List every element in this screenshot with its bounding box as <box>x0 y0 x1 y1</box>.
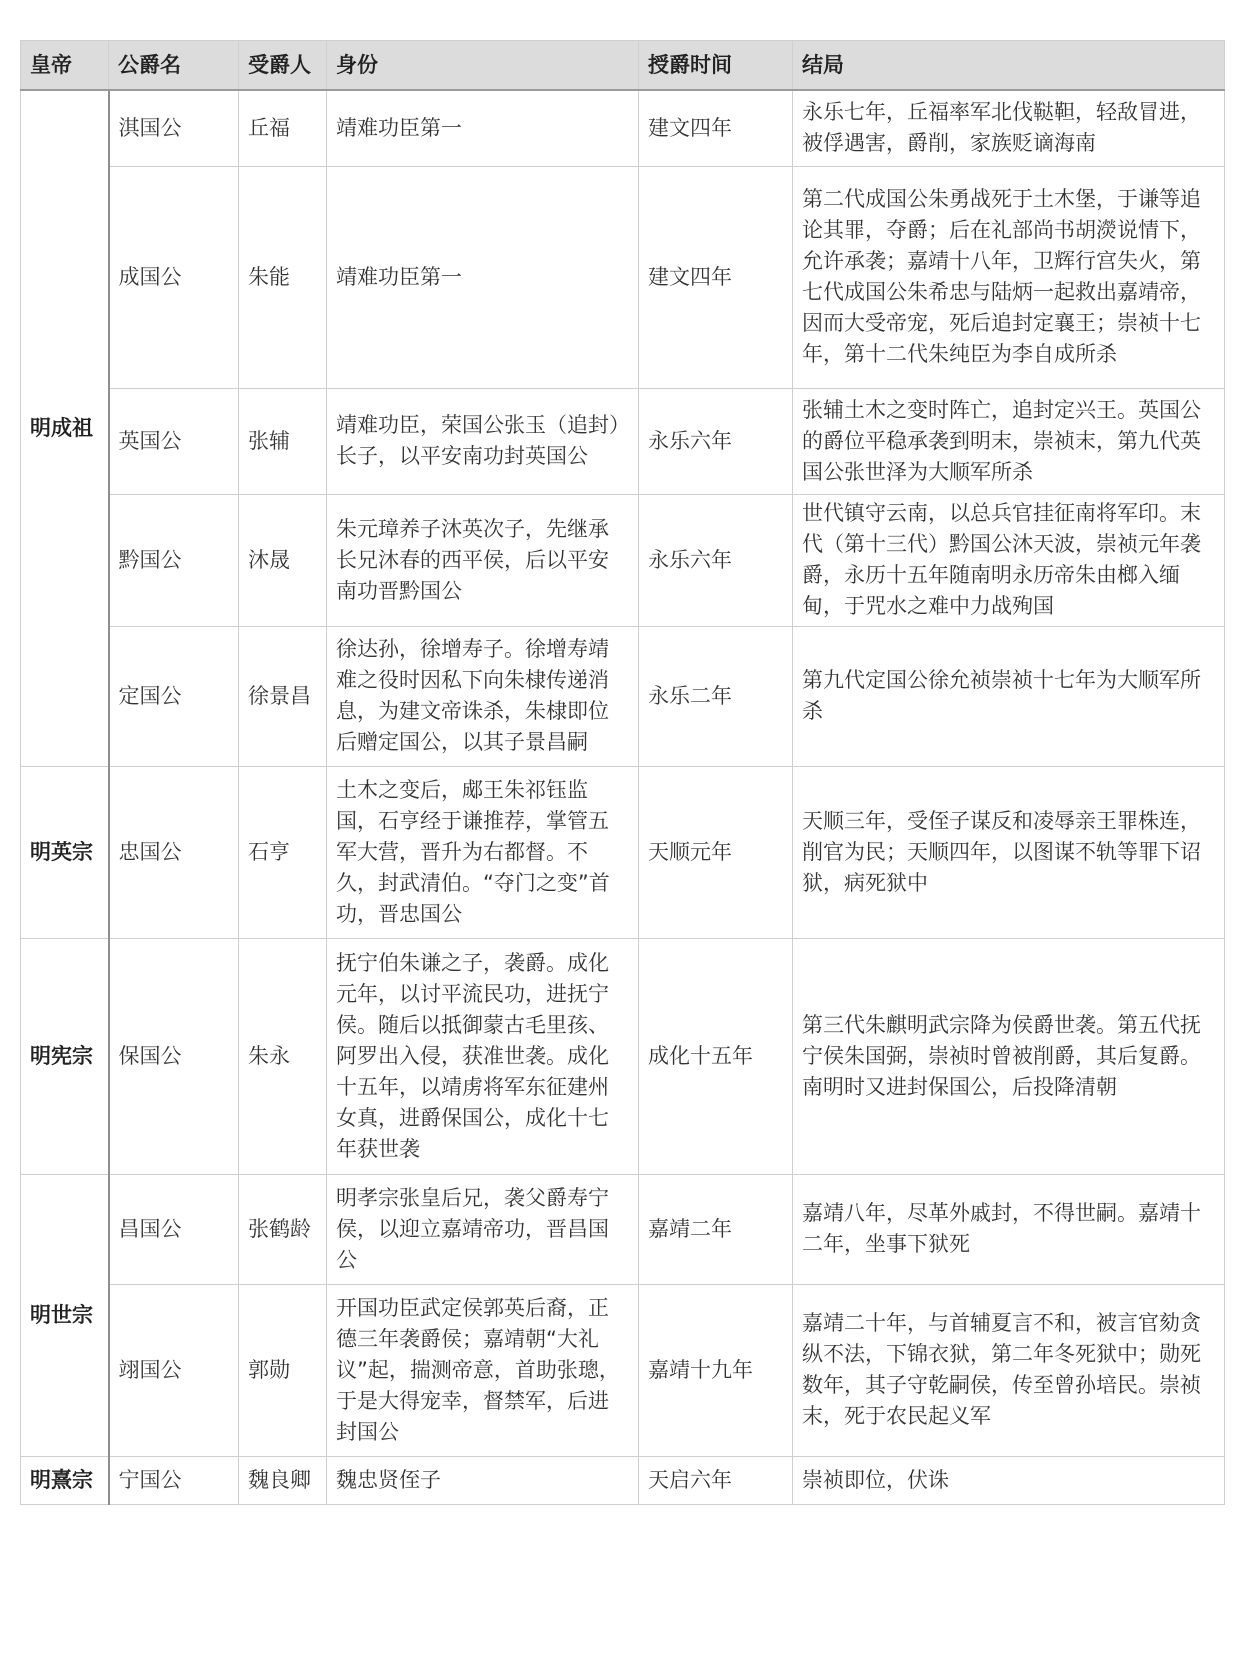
header-row <box>21 41 1225 91</box>
time-cell: 天启六年 <box>639 1456 793 1504</box>
time-cell: 嘉靖十九年 <box>639 1284 793 1456</box>
title-cell: 保国公 <box>109 938 239 1174</box>
identity-cell: 靖难功臣第一 <box>327 90 639 166</box>
dukes-table <box>20 40 1225 1505</box>
identity-cell: 徐达孙，徐增寿子。徐增寿靖难之役时因私下向朱棣传递消息，为建文帝诛杀，朱棣即位后赠定国公，以其子景昌嗣 <box>327 626 639 766</box>
title-cell: 忠国公 <box>109 766 239 938</box>
person-cell: 沐晟 <box>239 494 327 626</box>
person-cell: 郭勋 <box>239 1284 327 1456</box>
table-row <box>21 388 1225 494</box>
time-cell: 建文四年 <box>639 90 793 166</box>
table-row <box>21 626 1225 766</box>
person-cell: 丘福 <box>239 90 327 166</box>
table-row <box>21 166 1225 388</box>
ending-cell: 第三代朱麒明武宗降为侯爵世袭。第五代抚宁侯朱国弼，崇祯时曾被削爵，其后复爵。南明时又进封保国公，后投降清朝 <box>793 938 1225 1174</box>
header-time: 授爵时间 <box>639 41 793 91</box>
table-row <box>21 938 1225 1174</box>
table-row <box>21 90 1225 166</box>
time-cell: 永乐六年 <box>639 494 793 626</box>
person-cell: 石亨 <box>239 766 327 938</box>
ending-cell: 张辅土木之变时阵亡，追封定兴王。英国公的爵位平稳承袭到明末，崇祯末，第九代英国公张世泽为大顺军所杀 <box>793 388 1225 494</box>
title-cell: 定国公 <box>109 626 239 766</box>
header-emperor: 皇帝 <box>21 41 109 91</box>
table-row <box>21 1284 1225 1456</box>
header-title: 公爵名 <box>109 41 239 91</box>
title-cell: 淇国公 <box>109 90 239 166</box>
identity-cell: 明孝宗张皇后兄，袭父爵寿宁侯，以迎立嘉靖帝功，晋昌国公 <box>327 1174 639 1284</box>
header-identity: 身份 <box>327 41 639 91</box>
identity-cell: 靖难功臣第一 <box>327 166 639 388</box>
identity-cell: 开国功臣武定侯郭英后裔，正德三年袭爵侯；嘉靖朝“大礼议”起，揣测帝意，首助张璁，于是大得宠幸，督禁军，后进封国公 <box>327 1284 639 1456</box>
identity-cell: 魏忠贤侄子 <box>327 1456 639 1504</box>
ending-cell: 天顺三年，受侄子谋反和凌辱亲王罪株连，削官为民；天顺四年，以图谋不轨等罪下诏狱，病死狱中 <box>793 766 1225 938</box>
table-row <box>21 494 1225 626</box>
person-cell: 徐景昌 <box>239 626 327 766</box>
identity-cell: 抚宁伯朱谦之子，袭爵。成化元年，以讨平流民功，进抚宁侯。随后以抵御蒙古毛里孩、阿罗出入侵，获准世袭。成化十五年，以靖虏将军东征建州女真，进爵保国公，成化十七年获世袭 <box>327 938 639 1174</box>
emperor-cell: 明熹宗 <box>21 1456 109 1504</box>
title-cell: 宁国公 <box>109 1456 239 1504</box>
table-row <box>21 766 1225 938</box>
person-cell: 张鹤龄 <box>239 1174 327 1284</box>
header-person: 受爵人 <box>239 41 327 91</box>
table-row <box>21 1456 1225 1504</box>
header-ending: 结局 <box>793 41 1225 91</box>
emperor-cell: 明宪宗 <box>21 938 109 1174</box>
time-cell: 建文四年 <box>639 166 793 388</box>
emperor-cell: 明成祖 <box>21 90 109 766</box>
time-cell: 天顺元年 <box>639 766 793 938</box>
title-cell: 翊国公 <box>109 1284 239 1456</box>
title-cell: 黔国公 <box>109 494 239 626</box>
ending-cell: 永乐七年，丘福率军北伐鞑靼，轻敌冒进，被俘遇害，爵削，家族贬谪海南 <box>793 90 1225 166</box>
ending-cell: 嘉靖八年，尽革外戚封，不得世嗣。嘉靖十二年，坐事下狱死 <box>793 1174 1225 1284</box>
table-row <box>21 1174 1225 1284</box>
person-cell: 张辅 <box>239 388 327 494</box>
time-cell: 永乐二年 <box>639 626 793 766</box>
time-cell: 永乐六年 <box>639 388 793 494</box>
time-cell: 成化十五年 <box>639 938 793 1174</box>
person-cell: 朱永 <box>239 938 327 1174</box>
ending-cell: 嘉靖二十年，与首辅夏言不和，被言官劾贪纵不法，下锦衣狱，第二年冬死狱中；勋死数年，其子守乾嗣侯，传至曾孙培民。崇祯末，死于农民起义军 <box>793 1284 1225 1456</box>
identity-cell: 靖难功臣，荣国公张玉（追封）长子，以平安南功封英国公 <box>327 388 639 494</box>
title-cell: 昌国公 <box>109 1174 239 1284</box>
person-cell: 朱能 <box>239 166 327 388</box>
ending-cell: 第九代定国公徐允祯崇祯十七年为大顺军所杀 <box>793 626 1225 766</box>
title-cell: 成国公 <box>109 166 239 388</box>
emperor-cell: 明英宗 <box>21 766 109 938</box>
ending-cell: 第二代成国公朱勇战死于土木堡，于谦等追论其罪，夺爵；后在礼部尚书胡濙说情下，允许承袭；嘉靖十八年，卫辉行宫失火，第七代成国公朱希忠与陆炳一起救出嘉靖帝，因而大受帝宠，死后追封定襄王；崇祯十七年，第十二代朱纯臣为李自成所杀 <box>793 166 1225 388</box>
time-cell: 嘉靖二年 <box>639 1174 793 1284</box>
person-cell: 魏良卿 <box>239 1456 327 1504</box>
title-cell: 英国公 <box>109 388 239 494</box>
ending-cell: 崇祯即位，伏诛 <box>793 1456 1225 1504</box>
ending-cell: 世代镇守云南，以总兵官挂征南将军印。末代（第十三代）黔国公沐天波，崇祯元年袭爵，永历十五年随南明永历帝朱由榔入缅甸，于咒水之难中力战殉国 <box>793 494 1225 626</box>
identity-cell: 土木之变后，郕王朱祁钰监国，石亨经于谦推荐，掌管五军大营，晋升为右都督。不久，封武清伯。“夺门之变”首功，晋忠国公 <box>327 766 639 938</box>
identity-cell: 朱元璋养子沐英次子，先继承长兄沐春的西平侯，后以平安南功晋黔国公 <box>327 494 639 626</box>
emperor-cell: 明世宗 <box>21 1174 109 1456</box>
